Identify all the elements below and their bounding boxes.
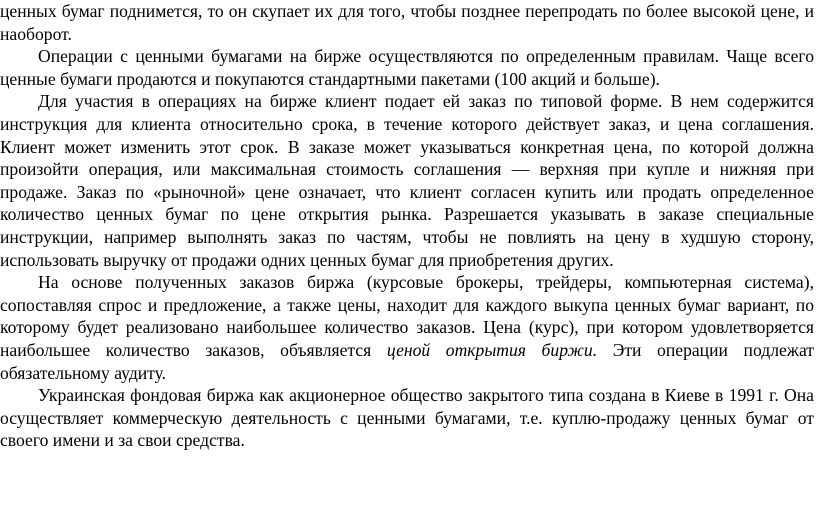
paragraph-continuation: ценных бумаг поднимется, то он скупает их для того, чтобы позднее перепродать по более высокой цене, и наоборот. (0, 1, 814, 44)
paragraph-client-order: Для участия в операциях на бирже клиент подает ей заказ по типовой форме. В нем содержится инструкция для клиента относительно срока, в течение которого действует заказ, и цена соглашения. Клиент может изменить этот срок. В заказе может указываться конкретная цена, по которой должна произойти операция, или максимальная стоимость соглашения — верхняя при купле и нижняя при продаже. Заказ по «рыночной» цене означает, что клиент согласен купить или продать определенное количество ценных бумаг по цене открытия рынка. Разрешается указывать в заказе специальные инструкции, например выполнять заказ по частям, чтобы не повлиять на цену в худшую сторону, использовать выручку от продажи одних ценных бумаг для приобретения других. (0, 91, 814, 270)
paragraph-exchange-operations: Операции с ценными бумагами на бирже осуществляются по определенным правилам. Чаще всего ценные бумаги продаются и покупаются стандартными пакетами (100 акций и больше). (0, 46, 814, 89)
paragraph-opening-price-text: На основе полученных заказов биржа (курсовые брокеры, трейдеры, компьютерная система), сопоставляя спрос и предложение, а также цены, находит для каждого выкупа ценных бумаг вариант, по которому будет реализовано наибольшее количество заказов. Цена (курс), при котором удовлетворяется наибольшее количество заказов, объявляется (0, 272, 814, 360)
paragraph-opening-price-tail: Эти операции подлежат обязательному аудиту. (0, 339, 814, 383)
paragraph-opening-price (0, 271, 814, 384)
paragraph-ukrainian-exchange: Украинская фондовая биржа как акционерное общество закрытого типа создана в Киеве в 1991 г. Она осуществляет коммерческую деятельность с ценными бумагами, т.е. куплю-продажу ценных бумаг от своего имени и за свои средства. (0, 385, 814, 451)
opening-price-term: ценой открытия биржи. (386, 339, 598, 360)
